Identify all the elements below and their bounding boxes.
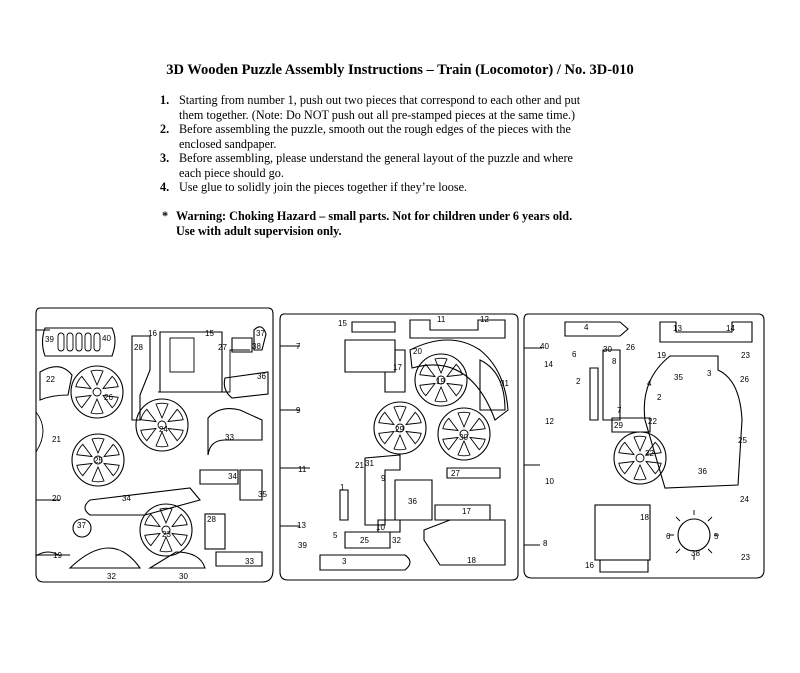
part-label: 35 <box>258 490 267 499</box>
part-label: 25 <box>738 436 747 445</box>
step-line: Before assembling, please understand the general layout of the puzzle and where <box>179 151 573 165</box>
part-label: 14 <box>726 324 735 333</box>
part-label: 8 <box>612 357 617 366</box>
part-label: 3 <box>342 557 347 566</box>
part-label: 4 <box>584 323 589 332</box>
part-label: 36 <box>408 497 417 506</box>
instruction-step: 4. Use glue to solidly join the pieces together if they’re loose. <box>160 180 468 194</box>
part-label: 27 <box>451 469 460 478</box>
part-labels-sheet-3 <box>540 323 750 570</box>
part-label: 12 <box>480 315 489 324</box>
part-label: 12 <box>545 417 554 426</box>
part-label: 32 <box>107 572 116 581</box>
part-label: 4 <box>647 379 652 388</box>
part-label: 8 <box>543 539 548 548</box>
part-label: 40 <box>102 334 111 343</box>
warning-line-1: Warning: Choking Hazard – small parts. Not for children under 6 years old. <box>176 209 573 223</box>
part-label: 27 <box>218 343 227 352</box>
part-label: 14 <box>544 360 553 369</box>
part-label: 18 <box>640 513 649 522</box>
step-line: them together. (Note: Do NOT push out all pre-stamped pieces at the same time.) <box>179 107 576 122</box>
part-label: 2 <box>657 393 662 402</box>
part-label: 28 <box>207 515 216 524</box>
instruction-step: 2. Before assembling the puzzle, smooth out the rough edges of the pieces with the enclosed sandpaper. <box>160 122 571 151</box>
part-label: 22 <box>648 417 657 426</box>
part-label: 30 <box>179 572 188 581</box>
part-label: 26 <box>740 375 749 384</box>
part-label: 5 <box>714 532 719 541</box>
puzzle-sheet-2 <box>280 314 518 580</box>
part-label: 25 <box>360 536 369 545</box>
part-label: 38 <box>252 342 261 351</box>
part-label: 20 <box>413 347 422 356</box>
part-label: 7 <box>617 406 622 415</box>
part-label: 22 <box>645 449 654 458</box>
part-label: 10 <box>376 523 385 532</box>
part-label: 33 <box>225 433 234 442</box>
part-label: 22 <box>46 375 55 384</box>
part-label: 32 <box>392 536 401 545</box>
part-label: 21 <box>355 461 364 470</box>
part-label: 28 <box>134 343 143 352</box>
part-label: 18 <box>467 556 476 565</box>
part-label: 23 <box>741 553 750 562</box>
part-label: 11 <box>298 465 307 474</box>
part-label: 19 <box>436 377 445 386</box>
part-label: 19 <box>53 551 62 560</box>
part-label: 2 <box>576 377 581 386</box>
part-label: 24 <box>159 425 168 434</box>
part-label: 10 <box>545 477 554 486</box>
part-label: 30 <box>603 345 612 354</box>
part-label: 30 <box>459 433 468 442</box>
step-line: Use glue to solidly join the pieces together if they’re loose. <box>179 180 468 194</box>
instruction-step: 3. Before assembling, please understand the general layout of the puzzle and where each piece should go. <box>160 151 573 180</box>
part-label: 5 <box>333 531 338 540</box>
part-label: 19 <box>657 351 666 360</box>
part-label: 33 <box>245 557 254 566</box>
part-label: 13 <box>673 324 682 333</box>
warning-asterisk: * <box>162 209 169 223</box>
part-label: 37 <box>77 521 86 530</box>
part-label: 16 <box>585 561 594 570</box>
part-label: 9 <box>296 406 301 415</box>
part-label: 1 <box>340 483 345 492</box>
part-label: 39 <box>45 335 54 344</box>
part-label: 36 <box>257 372 266 381</box>
part-label: 38 <box>691 549 700 558</box>
puzzle-sheet-3 <box>524 314 764 578</box>
warning-line-2: Use with adult supervision only. <box>176 224 342 238</box>
puzzle-sheet-1 <box>36 308 273 582</box>
part-label: 13 <box>297 521 306 530</box>
part-label: 23 <box>162 530 171 539</box>
part-label: 21 <box>52 435 61 444</box>
part-label: 36 <box>698 467 707 476</box>
part-label: 23 <box>741 351 750 360</box>
part-label: 7 <box>296 342 301 351</box>
part-label: 34 <box>122 494 131 503</box>
part-label: 40 <box>540 342 549 351</box>
part-label: 15 <box>205 329 214 338</box>
part-label: 39 <box>298 541 307 550</box>
part-label: 31 <box>365 459 374 468</box>
part-label: 11 <box>437 315 446 324</box>
part-label: 17 <box>393 363 402 372</box>
part-label: 20 <box>52 494 61 503</box>
part-label: 6 <box>666 532 671 541</box>
instruction-step: 1. Starting from number 1, push out two pieces that correspond to each other and put them together. (Note: Do NOT push out all pre-stamped pieces at the same time.) <box>160 93 581 122</box>
part-label: 16 <box>148 329 157 338</box>
part-label: 6 <box>572 350 577 359</box>
page-title: 3D Wooden Puzzle Assembly Instructions – Train (Locomotor) / No. 3D-010 <box>166 62 634 78</box>
part-label: 24 <box>740 495 749 504</box>
part-label: 9 <box>381 474 386 483</box>
step-line: each piece should go. <box>179 165 284 180</box>
step-line: Starting from number 1, push out two pieces that correspond to each other and put <box>179 93 581 107</box>
part-label: 26 <box>626 343 635 352</box>
part-label: 29 <box>614 421 623 430</box>
part-label: 34 <box>228 472 237 481</box>
step-line: enclosed sandpaper. <box>179 136 277 151</box>
part-label: 29 <box>395 425 404 434</box>
part-label: 35 <box>674 373 683 382</box>
part-label: 26 <box>104 393 113 402</box>
part-label: 31 <box>500 379 509 388</box>
part-label: 15 <box>338 319 347 328</box>
part-label: 37 <box>256 329 265 338</box>
step-line: Before assembling the puzzle, smooth out the rough edges of the pieces with the <box>179 122 571 136</box>
part-label: 17 <box>462 507 471 516</box>
part-label: 25 <box>94 456 103 465</box>
part-label: 3 <box>707 369 712 378</box>
